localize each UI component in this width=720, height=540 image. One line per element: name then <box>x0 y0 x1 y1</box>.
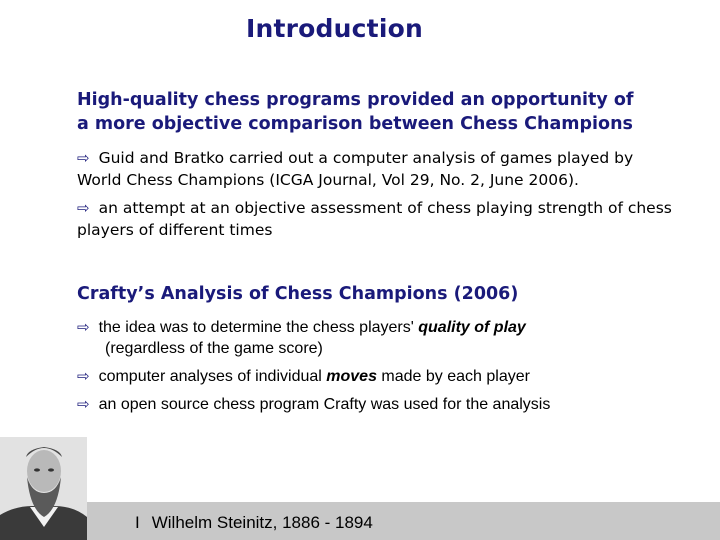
hollow-right-arrow-icon: ⇨ <box>77 199 90 217</box>
portrait-illustration <box>0 437 87 540</box>
caption-marker: I <box>135 513 140 532</box>
bullet-2-emphasis: moves <box>326 368 377 385</box>
bullet-item-3 <box>77 394 550 415</box>
section1-paragraph-1 <box>77 147 677 191</box>
page-title: Introduction <box>246 14 423 43</box>
bullet-item-1 <box>77 317 526 359</box>
section2-heading: Crafty’s Analysis of Chess Champions (2006) <box>77 284 519 304</box>
portrait-caption <box>135 513 373 533</box>
caption-text: Wilhelm Steinitz, 1886 - 1894 <box>151 513 373 532</box>
section1-heading-line2: a more objective comparison between Chess Champions <box>77 114 633 134</box>
bullet-3-text: an open source chess program Crafty was used for the analysis <box>98 396 551 413</box>
portrait-photo <box>0 437 87 540</box>
section1-heading-line1: High-quality chess programs provided an opportunity of <box>77 90 634 110</box>
bullet-2-text-end: made by each player <box>376 368 530 385</box>
bullet-2-text: computer analyses of individual <box>98 368 327 385</box>
bullet-1-text: the idea was to determine the chess players' <box>98 319 419 336</box>
section1-heading <box>77 88 677 136</box>
hollow-right-arrow-icon: ⇨ <box>77 149 90 167</box>
paragraph-2-text: an attempt at an objective assessment of chess playing strength of chess players of different times <box>77 199 672 239</box>
hollow-right-arrow-icon: ⇨ <box>77 368 90 385</box>
bullet-1-continuation: (regardless of the game score) <box>105 340 323 357</box>
hollow-right-arrow-icon: ⇨ <box>77 319 90 336</box>
section1-paragraph-2 <box>77 197 677 241</box>
bullet-1-emphasis: quality of play <box>418 319 526 336</box>
bullet-item-2 <box>77 366 530 387</box>
paragraph-1-text: Guid and Bratko carried out a computer analysis of games played by World Chess Champions (ICGA Journal, Vol 29, No. 2, June 2006). <box>77 149 634 189</box>
hollow-right-arrow-icon: ⇨ <box>77 396 90 413</box>
